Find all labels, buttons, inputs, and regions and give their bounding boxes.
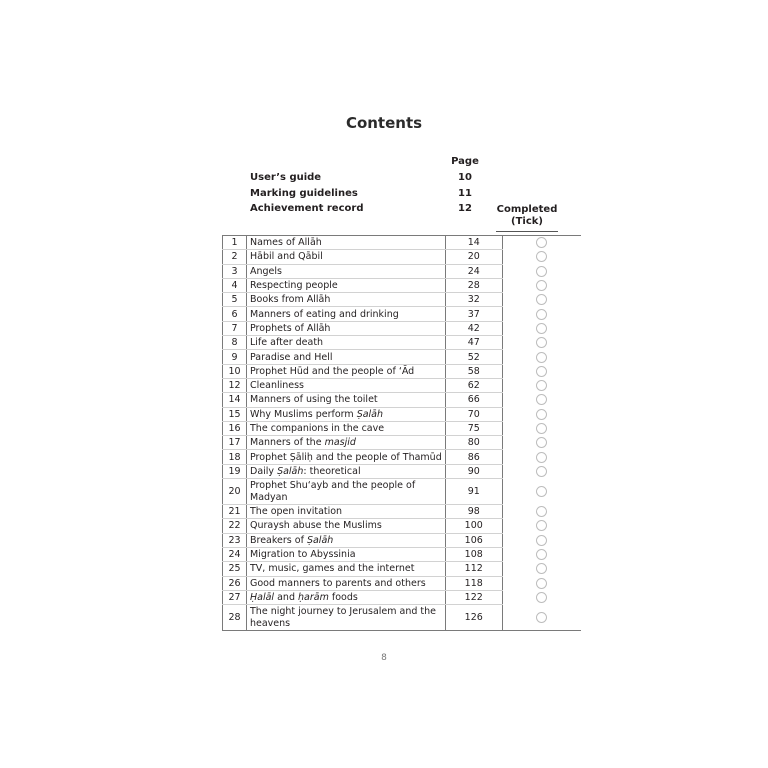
completed-cell xyxy=(502,350,581,364)
chapter-number: 18 xyxy=(223,450,247,464)
tick-circle-icon[interactable] xyxy=(536,423,547,434)
completed-cell xyxy=(502,307,581,321)
table-row xyxy=(223,393,581,407)
chapter-title-part: masjid xyxy=(324,437,356,449)
completed-header-rule xyxy=(496,231,558,232)
chapter-page: 66 xyxy=(445,393,502,407)
front-matter-achievement-record: Achievement record xyxy=(250,203,364,214)
chapter-title: Respecting people xyxy=(247,278,446,292)
table-row xyxy=(223,350,581,364)
chapter-number: 20 xyxy=(223,479,247,505)
chapter-number: 28 xyxy=(223,605,247,631)
chapter-title: Prophet Hūd and the people of ‘Ād xyxy=(247,364,446,378)
chapter-number: 9 xyxy=(223,350,247,364)
tick-circle-icon[interactable] xyxy=(536,520,547,531)
chapter-title-part: Breakers of xyxy=(250,534,307,546)
completed-cell xyxy=(502,576,581,590)
chapter-page: 14 xyxy=(445,236,502,250)
table-row xyxy=(223,590,581,604)
completed-cell xyxy=(502,464,581,478)
chapter-number: 5 xyxy=(223,293,247,307)
tick-circle-icon[interactable] xyxy=(536,409,547,420)
chapter-number: 7 xyxy=(223,321,247,335)
chapter-title-part: Ṣalāh xyxy=(306,534,334,546)
tick-circle-icon[interactable] xyxy=(536,437,547,448)
chapter-page: 90 xyxy=(445,464,502,478)
completed-cell xyxy=(502,436,581,450)
chapter-title: Prophets of Allāh xyxy=(247,321,446,335)
chapter-page: 108 xyxy=(445,547,502,561)
chapter-title-part: : theoretical xyxy=(303,465,361,477)
table-row xyxy=(223,378,581,392)
chapter-number: 10 xyxy=(223,364,247,378)
chapter-number: 23 xyxy=(223,533,247,547)
tick-circle-icon[interactable] xyxy=(536,280,547,291)
completed-header-label: Completed xyxy=(496,204,558,215)
chapter-number: 2 xyxy=(223,250,247,264)
chapter-title-part: Ṣalāh xyxy=(356,408,384,420)
chapter-title: Hābil and Qābil xyxy=(247,250,446,264)
chapter-number: 22 xyxy=(223,519,247,533)
tick-circle-icon[interactable] xyxy=(536,294,547,305)
completed-cell xyxy=(502,547,581,561)
chapter-title-part: ḥarām xyxy=(298,591,329,603)
completed-cell xyxy=(502,590,581,604)
chapter-number: 15 xyxy=(223,407,247,421)
chapter-title: Life after death xyxy=(247,336,446,350)
tick-circle-icon[interactable] xyxy=(536,352,547,363)
chapter-number: 25 xyxy=(223,562,247,576)
completed-cell xyxy=(502,605,581,631)
chapter-number: 1 xyxy=(223,236,247,250)
chapter-page: 28 xyxy=(445,278,502,292)
chapter-title: Manners of using the toilet xyxy=(247,393,446,407)
tick-circle-icon[interactable] xyxy=(536,563,547,574)
completed-cell xyxy=(502,421,581,435)
chapter-title: The night journey to Jerusalem and the heavens xyxy=(247,605,446,631)
chapter-title-part: Ṣalāh xyxy=(277,465,304,477)
chapter-page: 75 xyxy=(445,421,502,435)
chapter-page: 98 xyxy=(445,505,502,519)
chapter-title-part: Manners of the xyxy=(250,437,325,449)
tick-circle-icon[interactable] xyxy=(536,466,547,477)
tick-circle-icon[interactable] xyxy=(536,452,547,463)
table-row xyxy=(223,307,581,321)
chapter-title: TV, music, games and the internet xyxy=(247,562,446,576)
chapter-page: 106 xyxy=(445,533,502,547)
tick-circle-icon[interactable] xyxy=(536,506,547,517)
chapter-page: 118 xyxy=(445,576,502,590)
chapter-page: 42 xyxy=(445,321,502,335)
table-row xyxy=(223,519,581,533)
tick-circle-icon[interactable] xyxy=(536,486,547,497)
tick-circle-icon[interactable] xyxy=(536,237,547,248)
chapter-page: 80 xyxy=(445,436,502,450)
front-matter-marking-guidelines-page: 11 xyxy=(458,188,472,199)
completed-column-header xyxy=(496,204,558,228)
chapter-title: Good manners to parents and others xyxy=(247,576,446,590)
tick-circle-icon[interactable] xyxy=(536,380,547,391)
chapter-page: 62 xyxy=(445,378,502,392)
chapter-number: 3 xyxy=(223,264,247,278)
chapter-page: 70 xyxy=(445,407,502,421)
completed-cell xyxy=(502,505,581,519)
completed-cell xyxy=(502,278,581,292)
front-matter-marking-guidelines: Marking guidelines xyxy=(250,188,358,199)
tick-circle-icon[interactable] xyxy=(536,323,547,334)
chapter-title: Quraysh abuse the Muslims xyxy=(247,519,446,533)
chapter-title-part: Daily xyxy=(250,465,278,477)
table-row xyxy=(223,479,581,505)
chapter-number: 27 xyxy=(223,590,247,604)
chapter-title-part: foods xyxy=(328,591,358,603)
table-row xyxy=(223,236,581,250)
tick-header-label: (Tick) xyxy=(511,216,543,227)
table-row xyxy=(223,605,581,631)
chapter-title: Prophet Shu‘ayb and the people of Madyan xyxy=(247,479,446,505)
tick-circle-icon[interactable] xyxy=(536,251,547,262)
chapter-number: 19 xyxy=(223,464,247,478)
chapter-page: 58 xyxy=(445,364,502,378)
tick-circle-icon[interactable] xyxy=(536,578,547,589)
chapter-title-part: Ḥalāl xyxy=(250,591,275,603)
completed-cell xyxy=(502,378,581,392)
table-row xyxy=(223,436,581,450)
chapter-title: Books from Allāh xyxy=(247,293,446,307)
table-row xyxy=(223,576,581,590)
chapter-title: Paradise and Hell xyxy=(247,350,446,364)
tick-circle-icon[interactable] xyxy=(536,394,547,405)
tick-circle-icon[interactable] xyxy=(536,309,547,320)
chapter-page: 20 xyxy=(445,250,502,264)
completed-cell xyxy=(502,364,581,378)
tick-circle-icon[interactable] xyxy=(536,592,547,603)
chapter-page: 37 xyxy=(445,307,502,321)
completed-cell xyxy=(502,479,581,505)
chapter-title: Migration to Abyssinia xyxy=(247,547,446,561)
chapter-number: 24 xyxy=(223,547,247,561)
table-row xyxy=(223,278,581,292)
completed-cell xyxy=(502,264,581,278)
chapter-page: 126 xyxy=(445,605,502,631)
completed-cell xyxy=(502,321,581,335)
front-matter-users-guide: User’s guide xyxy=(250,172,322,183)
chapter-title xyxy=(247,436,446,450)
contents-table xyxy=(222,235,581,631)
table-row xyxy=(223,464,581,478)
table-row xyxy=(223,562,581,576)
table-row xyxy=(223,364,581,378)
table-row xyxy=(223,264,581,278)
chapter-title: Prophet Ṣāliḥ and the people of Thamūd xyxy=(247,450,446,464)
chapter-number: 14 xyxy=(223,393,247,407)
tick-circle-icon[interactable] xyxy=(536,612,547,623)
table-row xyxy=(223,505,581,519)
table-row xyxy=(223,336,581,350)
chapter-number: 26 xyxy=(223,576,247,590)
tick-circle-icon[interactable] xyxy=(536,337,547,348)
completed-cell xyxy=(502,293,581,307)
chapter-page: 32 xyxy=(445,293,502,307)
completed-cell xyxy=(502,519,581,533)
chapter-title xyxy=(247,407,446,421)
chapter-page: 91 xyxy=(445,479,502,505)
chapter-page: 112 xyxy=(445,562,502,576)
completed-cell xyxy=(502,533,581,547)
chapter-number: 12 xyxy=(223,378,247,392)
chapter-title xyxy=(247,533,446,547)
chapter-number: 17 xyxy=(223,436,247,450)
tick-circle-icon[interactable] xyxy=(536,266,547,277)
chapter-title xyxy=(247,464,446,478)
chapter-page: 86 xyxy=(445,450,502,464)
chapter-page: 100 xyxy=(445,519,502,533)
completed-cell xyxy=(502,393,581,407)
chapter-page: 24 xyxy=(445,264,502,278)
chapter-number: 8 xyxy=(223,336,247,350)
tick-circle-icon[interactable] xyxy=(536,366,547,377)
completed-cell xyxy=(502,250,581,264)
table-row xyxy=(223,321,581,335)
front-matter-users-guide-page: 10 xyxy=(458,172,472,183)
chapter-title: Names of Allāh xyxy=(247,236,446,250)
chapter-number: 16 xyxy=(223,421,247,435)
table-row xyxy=(223,407,581,421)
chapter-title: Cleanliness xyxy=(247,378,446,392)
completed-cell xyxy=(502,407,581,421)
contents-title: Contents xyxy=(345,114,423,132)
table-row xyxy=(223,547,581,561)
tick-circle-icon[interactable] xyxy=(536,535,547,546)
tick-circle-icon[interactable] xyxy=(536,549,547,560)
table-row xyxy=(223,250,581,264)
chapter-number: 21 xyxy=(223,505,247,519)
chapter-number: 4 xyxy=(223,278,247,292)
completed-cell xyxy=(502,450,581,464)
chapter-title: The open invitation xyxy=(247,505,446,519)
page-column-header: Page xyxy=(451,156,479,167)
chapter-page: 52 xyxy=(445,350,502,364)
table-row xyxy=(223,293,581,307)
page-number: 8 xyxy=(381,653,387,663)
chapter-number: 6 xyxy=(223,307,247,321)
chapter-page: 122 xyxy=(445,590,502,604)
chapter-title: The companions in the cave xyxy=(247,421,446,435)
chapter-title: Manners of eating and drinking xyxy=(247,307,446,321)
front-matter-achievement-record-page: 12 xyxy=(458,203,472,214)
completed-cell xyxy=(502,236,581,250)
chapter-title xyxy=(247,590,446,604)
table-row xyxy=(223,450,581,464)
chapter-page: 47 xyxy=(445,336,502,350)
completed-cell xyxy=(502,562,581,576)
chapter-title-part: Why Muslims perform xyxy=(250,408,357,420)
table-row xyxy=(223,421,581,435)
table-row xyxy=(223,533,581,547)
completed-cell xyxy=(502,336,581,350)
chapter-title: Angels xyxy=(247,264,446,278)
chapter-title-part: and xyxy=(274,591,298,603)
